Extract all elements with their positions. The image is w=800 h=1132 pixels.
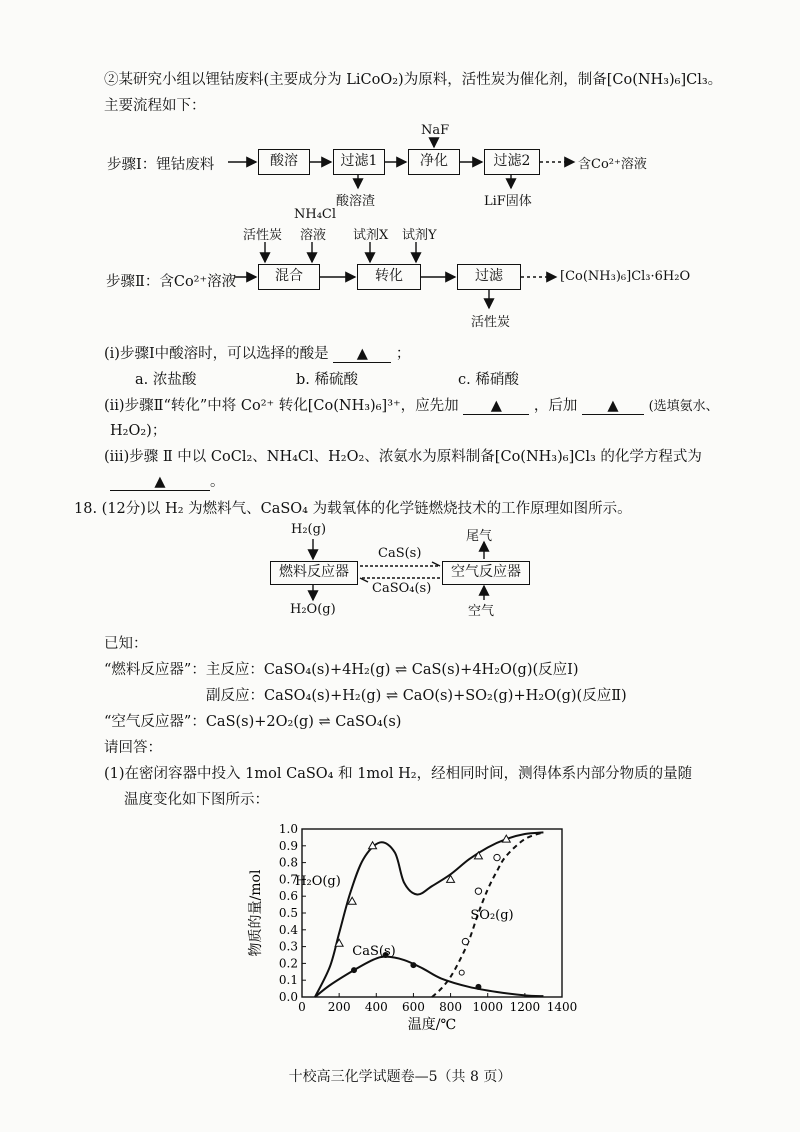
activated-carbon-in: 活性炭	[243, 228, 283, 243]
box-filter2: 过滤2	[484, 149, 540, 175]
cas-label: CaS(s)	[378, 546, 422, 561]
data-point	[475, 888, 481, 894]
question-iii-end: 。	[210, 474, 225, 490]
box-mix: 混合	[258, 264, 320, 290]
lif-label: LiF固体	[484, 194, 532, 209]
y-tick-label: 0.9	[278, 838, 298, 853]
answer-prompt: 请回答：	[104, 740, 162, 756]
y-tick-label: 0.4	[278, 922, 298, 937]
acid-residue-label: 酸溶渣	[336, 194, 376, 209]
question-ii-text-c: (选填氨水、	[648, 399, 719, 414]
question-ii-text-a: (ⅱ)步骤Ⅱ“转化”中将 Co²⁺ 转化[Co(NH₃)₆]³⁺，应先加	[104, 398, 459, 414]
option-c: c. 稀硝酸	[458, 372, 519, 388]
x-tick-label: 1000	[472, 1000, 503, 1014]
answer-blank-ii-second[interactable]	[582, 398, 644, 415]
known-label: 已知：	[104, 636, 148, 652]
reaction-2: 副反应：CaSO₄(s)+H₂(g) ⇌ CaO(s)+SO₂(g)+H₂O(g)(反应Ⅱ)	[206, 688, 627, 704]
reagent-x-label: 试剂X	[353, 228, 389, 243]
x-tick-label: 800	[439, 1000, 463, 1014]
blank-marker: ▲	[490, 398, 502, 414]
x-tick-label: 0	[298, 1000, 306, 1014]
answer-blank-i[interactable]	[333, 346, 391, 363]
x-tick-label: 600	[401, 1000, 425, 1014]
air-input-label: 空气	[468, 604, 495, 619]
step1-label: 步骤Ⅰ：锂钴废料	[107, 157, 215, 173]
h2-input-label: H₂(g)	[291, 522, 327, 537]
step2-label: 步骤Ⅱ：含Co²⁺溶液	[106, 274, 237, 290]
temperature-chart	[240, 815, 580, 1045]
data-point	[351, 967, 357, 973]
question-ii-text-b: ，后加	[533, 398, 578, 414]
x-tick-label: 400	[364, 1000, 388, 1014]
option-a: a. 浓盐酸	[135, 372, 197, 388]
nh4cl-label: NH₄Cl	[294, 207, 337, 222]
y-tick-label: 0.8	[278, 855, 298, 870]
q18-title: 18. (12分)以 H₂ 为燃料气、CaSO₄ 为载氧体的化学链燃烧技术的工作原理如图所示。	[74, 501, 632, 517]
blank-marker: ▲	[356, 346, 368, 362]
plot-frame	[302, 829, 562, 997]
intro-line1: ②某研究小组以锂钴废料(主要成分为 LiCoO₂)为原料，活性炭为催化剂，制备[Co(NH₃)₆]Cl₃。	[104, 72, 723, 88]
naf-label: NaF	[421, 123, 450, 138]
x-tick-label: 1200	[509, 1000, 541, 1014]
y-axis-label: 物质的量/mol	[248, 869, 264, 957]
y-tick-label: 0.0	[278, 990, 298, 1004]
y-tick-label: 0.6	[278, 889, 298, 904]
tail-gas-label: 尾气	[466, 529, 493, 544]
data-point	[410, 962, 416, 968]
box-filter1: 过滤1	[333, 149, 385, 175]
page-footer: 十校高三化学试题卷—5（共 8 页）	[288, 1069, 512, 1085]
caso4-label: CaSO₄(s)	[372, 581, 432, 596]
data-point	[494, 854, 500, 860]
y-tick-label: 1.0	[278, 822, 298, 836]
x-axis-label: 温度/℃	[407, 1017, 457, 1033]
intro-line2: 主要流程如下：	[104, 98, 206, 114]
activated-carbon-out: 活性炭	[471, 315, 511, 330]
box-filter: 过滤	[457, 264, 521, 290]
series-label: CaS(s)	[352, 944, 396, 959]
question-iii-answer	[110, 470, 225, 491]
question-iii: (ⅲ)步骤 Ⅱ 中以 CoCl₂、NH₄Cl、H₂O₂、浓氨水为原料制备[Co(NH₃)₆]Cl₃ 的化学方程式为	[104, 449, 702, 465]
blank-marker: ▲	[154, 474, 166, 490]
x-tick-label: 1400	[546, 1000, 578, 1014]
fuel-reactor-box: 燃料反应器	[270, 561, 358, 585]
part1-line2: 温度变化如下图所示：	[124, 792, 269, 808]
flow-arrows	[0, 0, 800, 340]
step2-product: [Co(NH₃)₆]Cl₃·6H₂O	[560, 269, 691, 284]
air-reactor-box: 空气反应器	[442, 561, 530, 585]
y-tick-label: 0.2	[278, 956, 298, 971]
question-ii-continued: H₂O₂)；	[110, 423, 167, 439]
reaction-1: “燃料反应器”：主反应：CaSO₄(s)+4H₂(g) ⇌ CaS(s)+4H₂O(g)(反应Ⅰ)	[104, 662, 579, 678]
part1-line1: (1)在密闭容器中投入 1mol CaSO₄ 和 1mol H₂，经相同时间，测得体系内部分物质的量随	[104, 766, 693, 782]
question-i-text: (ⅰ)步骤Ⅰ中酸溶时，可以选择的酸是	[104, 346, 329, 362]
y-tick-label: 0.5	[278, 906, 298, 920]
data-point	[475, 984, 481, 990]
y-tick-label: 0.1	[278, 973, 298, 988]
y-tick-label: 0.3	[278, 939, 298, 954]
answer-blank-iii[interactable]	[110, 474, 210, 491]
data-point	[462, 938, 468, 944]
data-point	[459, 970, 464, 975]
answer-blank-ii-first[interactable]	[463, 398, 529, 415]
series-label: SO₂(g)	[470, 908, 514, 923]
series-label: H₂O(g)	[295, 874, 341, 889]
step1-product: 含Co²⁺溶液	[578, 157, 647, 172]
reaction-3: “空气反应器”：CaS(s)+2O₂(g) ⇌ CaSO₄(s)	[104, 714, 402, 730]
question-i	[104, 342, 410, 363]
h2o-output-label: H₂O(g)	[290, 602, 336, 617]
question-i-end: ；	[395, 346, 411, 362]
nh4cl-solution-label: 溶液	[300, 228, 327, 243]
y-tick-label: 0.7	[278, 872, 298, 887]
x-tick-label: 200	[327, 1000, 351, 1014]
box-purify: 净化	[408, 149, 460, 175]
reagent-y-label: 试剂Y	[402, 228, 437, 243]
loop-arrows	[0, 520, 800, 620]
box-acid-dissolve: 酸溶	[258, 149, 310, 175]
box-convert: 转化	[357, 264, 421, 290]
blank-marker: ▲	[607, 398, 619, 414]
series-line-1	[315, 957, 543, 997]
option-b: b. 稀硫酸	[296, 372, 358, 388]
question-ii	[104, 394, 719, 415]
